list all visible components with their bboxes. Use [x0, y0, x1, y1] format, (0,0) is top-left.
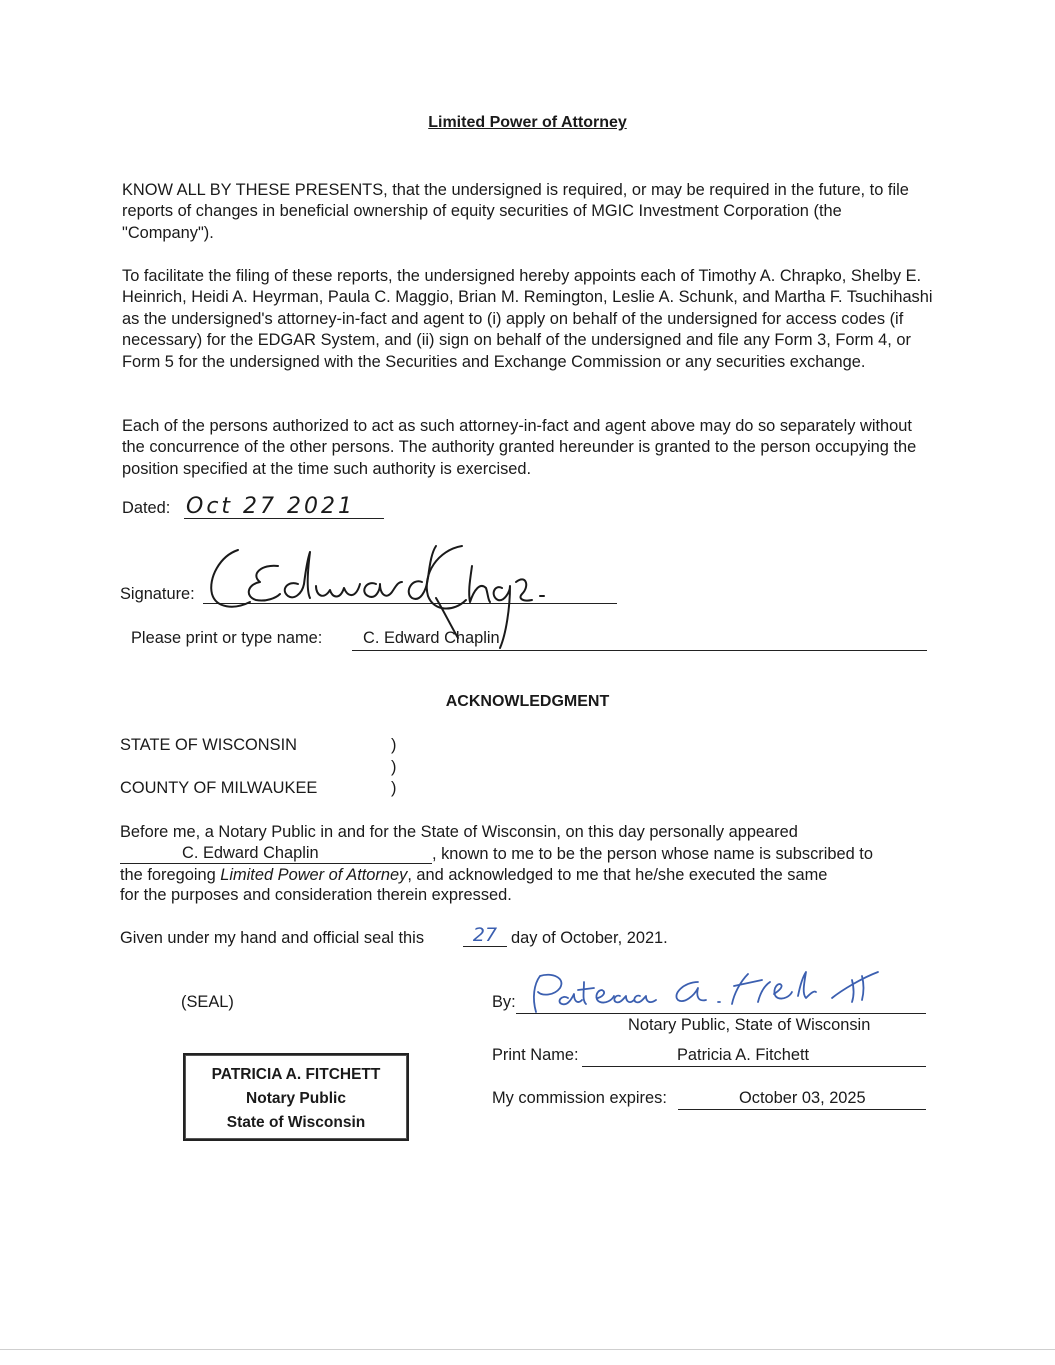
dated-handwritten-value: Oct 27 2021 — [186, 494, 356, 519]
notary-print-name-value: Patricia A. Fitchett — [677, 1046, 810, 1064]
ack-body-line-4: for the purposes and consideration therein expressed. — [120, 886, 512, 904]
notary-stamp — [183, 1053, 409, 1141]
paragraph-appointment: To facilitate the filing of these reports, the undersigned hereby appoints each of Timothy A. Chrapko, Shelby E. Heinrich, Heidi A. Heyrman, Paula C. Maggio, Brian M. Remington, Leslie A. Schunk, and Martha F. Tsuchihashi as the undersigned's attorney-in-fact and agent to (i) apply on behalf of the undersigned for access codes (if necessary) for the EDGAR System, and (ii) sign on behalf of the undersigned and file any Form 3, Form 4, or Form 5 for the undersigned with the Securities and Exchange Commission or any securities exchange. — [122, 267, 933, 371]
ack-appeared-name: C. Edward Chaplin — [182, 844, 319, 862]
notary-title-line: Notary Public, State of Wisconsin — [628, 1016, 871, 1034]
commission-label: My commission expires: — [492, 1089, 667, 1107]
given-day-line — [463, 924, 507, 947]
stamp-state: State of Wisconsin — [226, 1114, 366, 1131]
print-name-label: Please print or type name: — [131, 629, 323, 647]
print-name-line — [352, 629, 927, 651]
commission-value: October 03, 2025 — [739, 1089, 866, 1107]
venue-paren-1: ) — [391, 736, 397, 754]
document-title: Limited Power of Attorney — [428, 114, 627, 131]
ack-body-line-1: Before me, a Notary Public in and for the State of Wisconsin, on this day personally appeared — [120, 823, 798, 841]
ack-appeared-name-line — [120, 844, 432, 864]
ack-body-line-2: , known to me to be the person whose name is subscribed to — [432, 845, 873, 863]
given-under-hand-pre: Given under my hand and official seal this — [120, 929, 425, 947]
given-day-handwritten: 27 — [472, 924, 498, 946]
paragraph-authority: Each of the persons authorized to act as such attorney-in-fact and agent above may do so separately without the concurrence of the other persons. The authority granted hereunder is granted to the person occupying the position specified at the time such authority is exercised. — [122, 417, 917, 478]
venue-state: STATE OF WISCONSIN — [120, 736, 297, 754]
stamp-name: PATRICIA A. FITCHETT — [211, 1066, 381, 1083]
dated-label: Dated: — [122, 499, 171, 517]
acknowledgment-heading: ACKNOWLEDGMENT — [445, 693, 610, 710]
seal-label: (SEAL) — [181, 993, 234, 1011]
stamp-title: Notary Public — [246, 1090, 346, 1107]
venue-county: COUNTY OF MILWAUKEE — [120, 779, 318, 797]
commission-line — [678, 1089, 926, 1110]
venue-paren-3: ) — [391, 779, 397, 797]
venue-paren-2: ) — [391, 758, 397, 776]
paragraph-intro: KNOW ALL BY THESE PRESENTS, that the undersigned is required, or may be required in the future, to file reports of changes in beneficial ownership of equity securities of MGIC Investment Corporation (the "Company"). — [122, 181, 909, 242]
notary-print-name-label: Print Name: — [492, 1046, 579, 1064]
notary-print-name-line — [582, 1046, 926, 1067]
ack-body-line-3: the foregoing Limited Power of Attorney, and acknowledged to me that he/she executed the same — [120, 866, 828, 884]
signature-label: Signature: — [120, 585, 195, 603]
notary-by-label: By: — [492, 993, 516, 1011]
notary-signature-handwriting-icon — [522, 968, 892, 1018]
print-name-value: C. Edward Chaplin — [363, 629, 500, 647]
page-bottom-edge — [0, 1349, 1055, 1350]
given-under-hand-post: day of October, 2021. — [511, 929, 668, 947]
dated-line — [184, 494, 384, 519]
